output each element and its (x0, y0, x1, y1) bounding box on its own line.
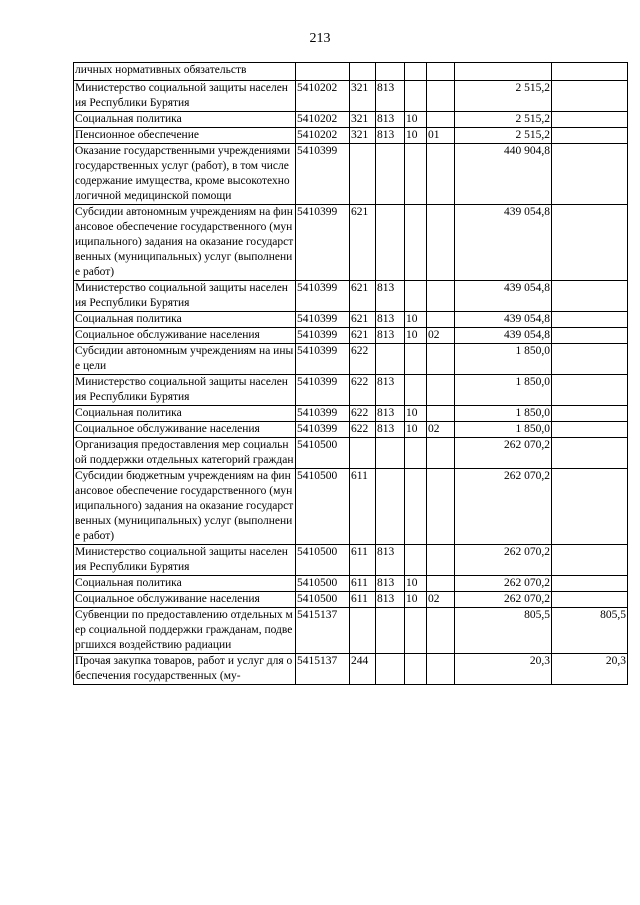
item-name: Оказание государственными учреждениями государственных услуг (работ), в том числе содержание имущества, кроме высокотехнологичной медицинской помощи (74, 144, 296, 205)
subsection-code: 02 (427, 422, 455, 438)
expense-type-code: 244 (350, 654, 376, 685)
amount (455, 63, 552, 81)
subsection-code (427, 406, 455, 422)
section-code: 10 (405, 312, 427, 328)
target-article-code: 5410500 (296, 545, 350, 576)
expense-type-code (350, 608, 376, 654)
target-article-code: 5415137 (296, 608, 350, 654)
section-code (405, 281, 427, 312)
administrator-code: 813 (376, 128, 405, 144)
expense-type-code (350, 144, 376, 205)
amount: 439 054,8 (455, 281, 552, 312)
target-article-code: 5410202 (296, 128, 350, 144)
table-row (74, 592, 628, 608)
table-row (74, 281, 628, 312)
administrator-code (376, 63, 405, 81)
amount: 262 070,2 (455, 592, 552, 608)
table-row (74, 422, 628, 438)
subsection-code (427, 81, 455, 112)
section-code: 10 (405, 128, 427, 144)
administrator-code (376, 608, 405, 654)
expense-type-code: 611 (350, 469, 376, 545)
administrator-code (376, 205, 405, 281)
administrator-code: 813 (376, 281, 405, 312)
table-row (74, 63, 628, 81)
item-name: Субсидии автономным учреждениям на иные цели (74, 344, 296, 375)
amount: 1 850,0 (455, 406, 552, 422)
target-article-code: 5410202 (296, 112, 350, 128)
administrator-code: 813 (376, 328, 405, 344)
table-row (74, 328, 628, 344)
section-code: 10 (405, 422, 427, 438)
budget-table (73, 62, 628, 685)
target-article-code: 5410399 (296, 312, 350, 328)
subsection-code: 02 (427, 328, 455, 344)
amount: 20,3 (455, 654, 552, 685)
item-name: Социальное обслуживание населения (74, 328, 296, 344)
subsection-code (427, 312, 455, 328)
subsection-code: 02 (427, 592, 455, 608)
amount: 440 904,8 (455, 144, 552, 205)
subsection-code (427, 545, 455, 576)
administrator-code: 813 (376, 406, 405, 422)
table-row (74, 469, 628, 545)
expense-type-code: 621 (350, 312, 376, 328)
amount-subvention (552, 344, 628, 375)
target-article-code: 5410500 (296, 592, 350, 608)
amount-subvention (552, 205, 628, 281)
expense-type-code: 611 (350, 576, 376, 592)
table-row (74, 545, 628, 576)
expense-type-code: 321 (350, 81, 376, 112)
section-code (405, 654, 427, 685)
item-name: Пенсионное обеспечение (74, 128, 296, 144)
table-row (74, 576, 628, 592)
amount-subvention (552, 112, 628, 128)
table-row (74, 144, 628, 205)
table-row (74, 81, 628, 112)
amount-subvention (552, 312, 628, 328)
page-number: 213 (309, 31, 331, 46)
table-row (74, 375, 628, 406)
section-code: 10 (405, 576, 427, 592)
administrator-code: 813 (376, 576, 405, 592)
section-code (405, 81, 427, 112)
item-name: Социальное обслуживание населения (74, 592, 296, 608)
amount: 805,5 (455, 608, 552, 654)
item-name: Социальное обслуживание населения (74, 422, 296, 438)
target-article-code (296, 63, 350, 81)
subsection-code (427, 576, 455, 592)
amount: 439 054,8 (455, 312, 552, 328)
subsection-code (427, 63, 455, 81)
amount: 262 070,2 (455, 469, 552, 545)
target-article-code: 5410399 (296, 344, 350, 375)
amount-subvention: 805,5 (552, 608, 628, 654)
amount-subvention (552, 545, 628, 576)
table-row (74, 112, 628, 128)
target-article-code: 5410202 (296, 81, 350, 112)
table-row (74, 654, 628, 685)
target-article-code: 5410399 (296, 281, 350, 312)
subsection-code (427, 112, 455, 128)
amount-subvention (552, 469, 628, 545)
subsection-code (427, 438, 455, 469)
amount: 1 850,0 (455, 422, 552, 438)
table-row (74, 438, 628, 469)
subsection-code (427, 469, 455, 545)
expense-type-code: 611 (350, 545, 376, 576)
section-code (405, 205, 427, 281)
subsection-code (427, 144, 455, 205)
expense-type-code: 321 (350, 128, 376, 144)
subsection-code (427, 608, 455, 654)
target-article-code: 5410399 (296, 406, 350, 422)
amount-subvention (552, 81, 628, 112)
expense-type-code: 611 (350, 592, 376, 608)
subsection-code (427, 654, 455, 685)
amount-subvention (552, 576, 628, 592)
table-row (74, 406, 628, 422)
amount: 1 850,0 (455, 344, 552, 375)
target-article-code: 5410399 (296, 422, 350, 438)
amount: 2 515,2 (455, 81, 552, 112)
amount-subvention (552, 144, 628, 205)
expense-type-code: 622 (350, 375, 376, 406)
item-name: Организация предоставления мер социальной поддержки отдельных категорий граждан (74, 438, 296, 469)
administrator-code: 813 (376, 545, 405, 576)
table-row (74, 128, 628, 144)
expense-type-code (350, 63, 376, 81)
section-code: 10 (405, 328, 427, 344)
item-name: Социальная политика (74, 576, 296, 592)
subsection-code: 01 (427, 128, 455, 144)
item-name: Министерство социальной защиты населения Республики Бурятия (74, 375, 296, 406)
table-row (74, 312, 628, 328)
item-name: Субвенции по предоставлению отдельных мер социальной поддержки гражданам, подвергшихся воздействию радиации (74, 608, 296, 654)
administrator-code: 813 (376, 112, 405, 128)
amount-subvention (552, 128, 628, 144)
item-name: Социальная политика (74, 312, 296, 328)
section-code (405, 438, 427, 469)
amount-subvention (552, 281, 628, 312)
target-article-code: 5415137 (296, 654, 350, 685)
administrator-code: 813 (376, 422, 405, 438)
administrator-code (376, 469, 405, 545)
expense-type-code (350, 438, 376, 469)
amount: 262 070,2 (455, 438, 552, 469)
table-row (74, 344, 628, 375)
amount-subvention (552, 406, 628, 422)
target-article-code: 5410500 (296, 469, 350, 545)
administrator-code (376, 344, 405, 375)
target-article-code: 5410500 (296, 438, 350, 469)
section-code: 10 (405, 112, 427, 128)
item-name: Социальная политика (74, 112, 296, 128)
expense-type-code: 622 (350, 422, 376, 438)
target-article-code: 5410399 (296, 144, 350, 205)
amount-subvention (552, 438, 628, 469)
target-article-code: 5410399 (296, 375, 350, 406)
expense-type-code: 622 (350, 406, 376, 422)
item-name: Субсидии бюджетным учреждениям на финансовое обеспечение государственного (муниципального) задания на оказание государственных (муниципальных) услуг (выполнение работ) (74, 469, 296, 545)
table-row (74, 205, 628, 281)
expense-type-code: 621 (350, 205, 376, 281)
item-name: Министерство социальной защиты населения Республики Бурятия (74, 81, 296, 112)
section-code (405, 375, 427, 406)
section-code (405, 469, 427, 545)
subsection-code (427, 344, 455, 375)
section-code (405, 344, 427, 375)
expense-type-code: 621 (350, 281, 376, 312)
expense-type-code: 321 (350, 112, 376, 128)
amount-subvention: 20,3 (552, 654, 628, 685)
administrator-code (376, 438, 405, 469)
table-row (74, 608, 628, 654)
item-name: Субсидии автономным учреждениям на финансовое обеспечение государственного (муниципального) задания на оказание государственных (муниципальных) услуг (выполнение работ) (74, 205, 296, 281)
administrator-code (376, 144, 405, 205)
section-code (405, 545, 427, 576)
amount-subvention (552, 63, 628, 81)
subsection-code (427, 281, 455, 312)
administrator-code: 813 (376, 81, 405, 112)
administrator-code: 813 (376, 592, 405, 608)
amount-subvention (552, 375, 628, 406)
amount: 439 054,8 (455, 328, 552, 344)
section-code: 10 (405, 592, 427, 608)
target-article-code: 5410500 (296, 576, 350, 592)
amount: 262 070,2 (455, 545, 552, 576)
amount-subvention (552, 422, 628, 438)
amount: 1 850,0 (455, 375, 552, 406)
amount: 262 070,2 (455, 576, 552, 592)
amount-subvention (552, 592, 628, 608)
item-name: Социальная политика (74, 406, 296, 422)
amount: 439 054,8 (455, 205, 552, 281)
target-article-code: 5410399 (296, 205, 350, 281)
section-code (405, 608, 427, 654)
section-code (405, 63, 427, 81)
administrator-code: 813 (376, 312, 405, 328)
administrator-code (376, 654, 405, 685)
subsection-code (427, 375, 455, 406)
item-name: личных нормативных обязательств (74, 63, 296, 81)
item-name: Министерство социальной защиты населения Республики Бурятия (74, 281, 296, 312)
section-code: 10 (405, 406, 427, 422)
item-name: Министерство социальной защиты населения Республики Бурятия (74, 545, 296, 576)
expense-type-code: 622 (350, 344, 376, 375)
subsection-code (427, 205, 455, 281)
administrator-code: 813 (376, 375, 405, 406)
amount: 2 515,2 (455, 112, 552, 128)
item-name: Прочая закупка товаров, работ и услуг для обеспечения государственных (му- (74, 654, 296, 685)
amount: 2 515,2 (455, 128, 552, 144)
amount-subvention (552, 328, 628, 344)
target-article-code: 5410399 (296, 328, 350, 344)
expense-type-code: 621 (350, 328, 376, 344)
section-code (405, 144, 427, 205)
